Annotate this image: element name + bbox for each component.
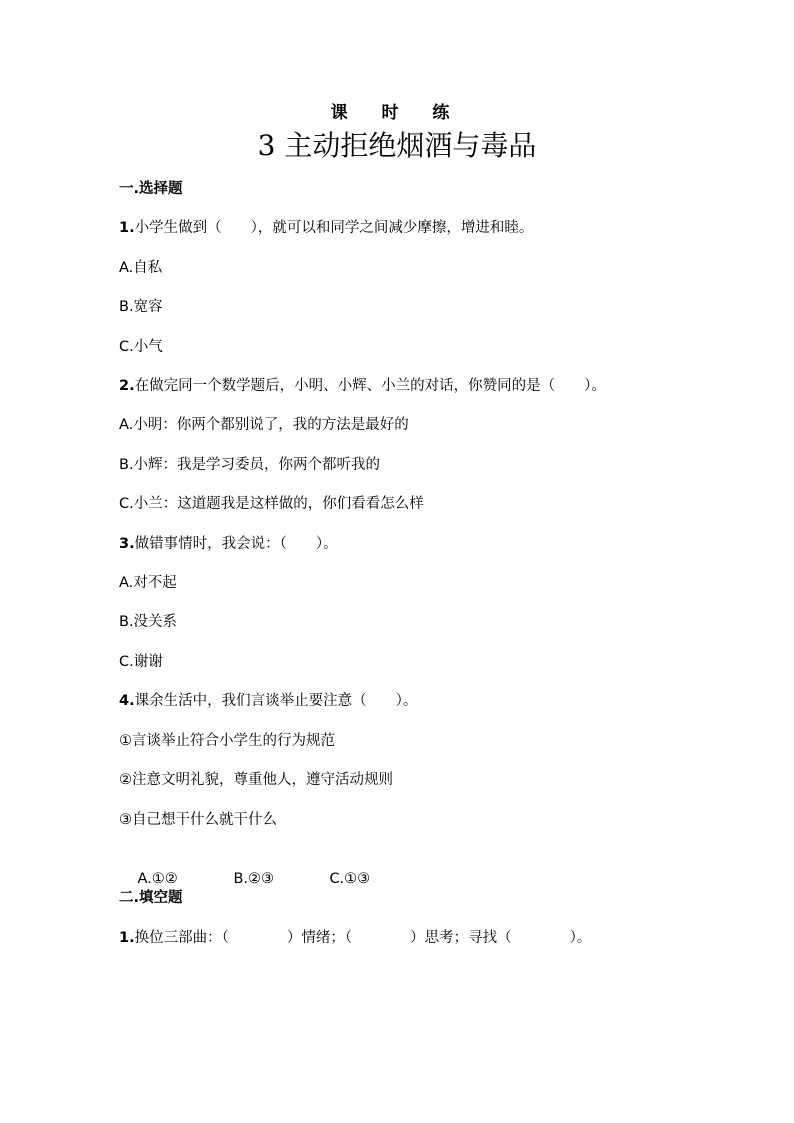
option-b: B.没关系 (119, 614, 178, 630)
question-text: 做错事情时，我会说：（ ）。 (134, 536, 338, 552)
question-number: 3. (119, 536, 135, 552)
option-b: B.小辉：我是学习委员，你两个都听我的 (119, 457, 381, 473)
option-c: C.小兰：这道题我是这样做的，你们看看怎么样 (119, 496, 424, 512)
question-text: 课余生活中，我们言谈举止要注意（ ）。 (134, 693, 418, 709)
question-text: 在做完同一个数学题后，小明、小辉、小兰的对话，你赞同的是（ ）。 (134, 378, 606, 394)
option-b: B.②③ (233, 871, 274, 887)
question-1 (119, 218, 533, 238)
page-subtitle: 课 时 练 (330, 103, 464, 123)
statement-2: ②注意文明礼貌，尊重他人，遵守活动规则 (119, 772, 393, 788)
option-a: A.自私 (119, 260, 163, 276)
option-a: A.小明：你两个都别说了，我的方法是最好的 (119, 417, 409, 433)
question-2 (119, 376, 606, 396)
question-text: 换位三部曲：（ ）情绪；（ ）思考；寻找（ ）。 (134, 930, 592, 946)
statement-1: ①言谈举止符合小学生的行为规范 (119, 733, 335, 749)
question-number: 1. (119, 220, 135, 236)
question-4 (119, 691, 417, 711)
option-c: C.小气 (119, 339, 163, 355)
question-text: 小学生做到（ ），就可以和同学之间减少摩擦，增进和睦。 (134, 220, 534, 236)
statement-3: ③自己想干什么就干什么 (119, 812, 277, 828)
option-a: A.对不起 (119, 575, 177, 591)
section-heading-fill: 二.填空题 (119, 890, 183, 906)
option-c: C.谢谢 (119, 654, 163, 670)
option-b: B.宽容 (119, 299, 163, 315)
page-title: 3 主动拒绝烟酒与毒品 (257, 129, 537, 162)
question-number: 1. (119, 930, 135, 946)
question-3 (119, 534, 338, 554)
option-c: C.①③ (329, 871, 371, 887)
question-number: 4. (119, 693, 135, 709)
section-heading-choice: 一.选择题 (119, 181, 183, 197)
fill-question-1 (119, 928, 591, 948)
question-number: 2. (119, 378, 135, 394)
option-a: A.①② (137, 871, 178, 887)
